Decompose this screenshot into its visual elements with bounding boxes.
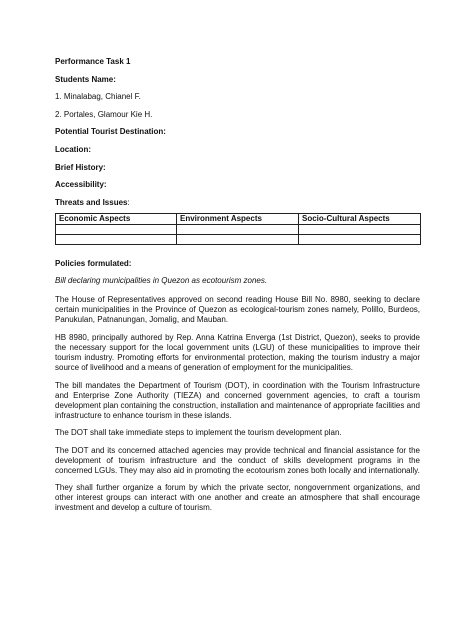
header-socio-cultural: Socio-Cultural Aspects	[299, 213, 421, 224]
location-label: Location:	[55, 144, 91, 154]
paragraph-6: They shall further organize a forum by which the private sector, nongovernment organizations, and other interest groups can interact with one another and create an atmosphere that shall encourage investment and develop a culture of tourism.	[55, 483, 420, 513]
paragraph-3: The bill mandates the Department of Tourism (DOT), in coordination with the Tourism Infrastructure and Enterprise Zone Authority (TIEZA) and concerned government agencies, to craft a tourism development plan containing the construction, installation and maintenance of appropriate facilities and infrastructure to enhance tourism in these islands.	[55, 380, 420, 420]
threats-colon: :	[127, 197, 130, 207]
students-label: Students Name:	[55, 74, 116, 84]
table-cell	[56, 234, 177, 244]
table-row	[56, 224, 421, 234]
header-economic: Economic Aspects	[56, 213, 177, 224]
task-title: Performance Task 1	[55, 57, 131, 66]
student-2: 2. Portales, Glamour Kie H.	[55, 109, 153, 119]
paragraph-4: The DOT shall take immediate steps to implement the tourism development plan.	[55, 428, 342, 438]
threats-heading	[55, 198, 420, 208]
document-body	[55, 57, 420, 521]
bill-title: Bill declaring municipalities in Quezon as ecotourism zones.	[55, 276, 268, 286]
table-cell	[299, 234, 421, 244]
destination-label: Potential Tourist Destination:	[55, 127, 166, 137]
paragraph-1: The House of Representatives approved on second reading House Bill No. 8980, seeking to declare certain municipalities in the Province of Quezon as ecological-tourism zones namely, Polillo, Burdeos, Panukulan, Patnanungan, Jomalig, and Mauban.	[55, 295, 420, 325]
table-row	[56, 234, 421, 244]
table-cell	[177, 234, 299, 244]
table-cell	[56, 224, 177, 234]
header-environment: Environment Aspects	[177, 213, 299, 224]
history-label: Brief History:	[55, 162, 106, 172]
paragraph-2: HB 8980, principally authored by Rep. Anna Katrina Enverga (1st District, Quezon), seeks to provide the necessary support for the local government units (LGU) of these municipalities to improve their tourism industry. Promoting efforts for environmental protection, making the tourism industry a major source of livelihood and a means of generation of employment for the municipalities.	[55, 332, 420, 372]
aspects-table	[55, 213, 421, 245]
policies-label: Policies formulated:	[55, 258, 132, 268]
student-1: 1. Minalabag, Chianel F.	[55, 92, 141, 102]
table-cell	[177, 224, 299, 234]
table-header-row	[56, 213, 421, 224]
paragraph-5: The DOT and its concerned attached agencies may provide technical and financial assistance for the development of tourism infrastructure and the conduct of skills development programs in the concerned LGUs. They may also aid in promoting the ecotourism zones both locally and internationally.	[55, 445, 420, 475]
threats-label: Threats and Issues	[55, 197, 128, 207]
table-cell	[299, 224, 421, 234]
accessibility-label: Accessibility:	[55, 180, 107, 190]
